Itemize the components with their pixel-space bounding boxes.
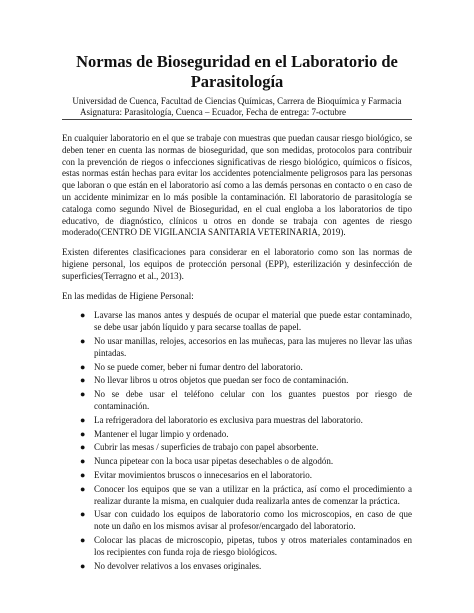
list-item bbox=[80, 483, 412, 508]
list-item-text: No usar manillas, relojes, accesorios en las muñecas, para las mujeres no llevar las uñas pintadas. bbox=[94, 335, 412, 358]
hygiene-measures-list bbox=[62, 310, 412, 572]
list-item-text: Mantener el lugar limpio y ordenado. bbox=[94, 428, 229, 439]
list-item-text: No devolver relativos a los envases originales. bbox=[94, 560, 262, 571]
bullet-icon: ● bbox=[80, 509, 86, 520]
list-item-text: Cubrir las mesas / superficies de trabajo con papel absorbente. bbox=[94, 442, 319, 453]
list-item-text: No se puede comer, beber ni fumar dentro del laboratorio. bbox=[94, 361, 303, 372]
list-item-text: La refrigeradora del laboratorio es exclusiva para muestras del laboratorio. bbox=[94, 414, 363, 425]
bullet-icon: ● bbox=[80, 428, 86, 439]
list-item bbox=[80, 442, 412, 454]
bullet-icon: ● bbox=[80, 361, 86, 372]
list-item bbox=[80, 534, 412, 559]
paragraph-hygiene-heading: En las medidas de Higiene Personal: bbox=[62, 290, 194, 301]
bullet-icon: ● bbox=[80, 375, 86, 386]
list-item-text: Evitar movimientos bruscos o innecesarios en el laboratorio. bbox=[94, 469, 312, 480]
list-item bbox=[80, 509, 412, 533]
bullet-icon: ● bbox=[80, 442, 86, 453]
list-item-text: No se debe usar el teléfono celular con los guantes puestos por riesgo de contaminación. bbox=[94, 389, 412, 411]
list-item-text: No llevar libros u otros objetos que puedan ser foco de contaminación. bbox=[94, 375, 349, 386]
list-item bbox=[80, 414, 412, 427]
affiliation-line: Universidad de Cuenca, Facultad de Ciencias Químicas, Carrera de Bioquímica y Farmacia bbox=[72, 96, 402, 106]
list-item-text: Nunca pipetear con la boca usar pipetas desechables o de algodón. bbox=[94, 456, 334, 467]
bullet-icon: ● bbox=[80, 456, 86, 467]
bullet-icon: ● bbox=[80, 560, 86, 571]
course-line: Asignatura: Parasitología, Cuenca – Ecuador, Fecha de entrega: 7-octubre bbox=[62, 107, 412, 120]
list-item-text: Lavarse las manos antes y después de ocupar el material que puede estar contaminado, se debe usar jabón líquido y para secarse toallas de papel. bbox=[94, 310, 412, 333]
paragraph-classifications: Existen diferentes clasificaciones para considerar en el laboratorio como son las normas de higiene personal, los equipos de protección personal (EPP), esterilización y desinfección de superficies(Terragno et al., 2013). bbox=[62, 247, 412, 281]
list-item bbox=[80, 335, 412, 360]
list-item bbox=[80, 361, 412, 374]
list-item bbox=[80, 375, 412, 387]
bullet-icon: ● bbox=[80, 335, 86, 346]
bullet-icon: ● bbox=[80, 310, 86, 321]
list-item bbox=[80, 456, 412, 468]
bullet-icon: ● bbox=[80, 469, 86, 480]
list-item-text: Usar con cuidado los equipos de laboratorio como los microscopios, en caso de que note un daño en los mismos avisar al profesor/encargado del laboratorio. bbox=[94, 509, 412, 532]
paragraph-intro: En cualquier laboratorio en el que se trabaje con muestras que puedan causar riesgo biológico, se deben tener en cuenta las normas de bioseguridad, que son medidas, protocolos para contribuir con la prevención de riegos o infecciones significativas de riesgo biológico, químicos o físicos, estas normas están hechas para evitar los accidentes potencialmente peligrosos para las personas que laboran o que están en el laboratorio así como a las demás personas en contacto o en caso de un accidente minimizar en lo más posible la contaminación. El laboratorio de parasitología se cataloga como segundo Nivel de Bioseguridad, en el cual engloba a los laboratorios de tipo educativo, de diagnóstico, clínicos u otros en donde se trabaja con agentes de riesgo moderado(CENTRO DE VIGILANCIA SANITARIA VETERINARIA, 2019). bbox=[62, 133, 412, 238]
bullet-icon: ● bbox=[80, 534, 86, 545]
bullet-icon: ● bbox=[80, 389, 86, 400]
list-item bbox=[80, 560, 412, 573]
list-item bbox=[80, 389, 412, 413]
list-item-text: Conocer los equipos que se van a utilizar en la práctica, así como el procedimiento a realizar durante la misma, en cualquier duda realizarla antes de comenzar la práctica. bbox=[94, 483, 412, 506]
list-item-text: Colocar las placas de microscopio, pipetas, tubos y otros materiales contaminados en los recipientes con funda roja de riesgo biológicos. bbox=[94, 534, 412, 557]
bullet-icon: ● bbox=[80, 483, 86, 494]
bullet-icon: ● bbox=[80, 414, 86, 425]
list-item bbox=[80, 310, 412, 334]
document-title: Normas de Bioseguridad en el Laboratorio de Parasitología bbox=[76, 52, 398, 91]
list-item bbox=[80, 469, 412, 482]
list-item bbox=[80, 428, 412, 441]
